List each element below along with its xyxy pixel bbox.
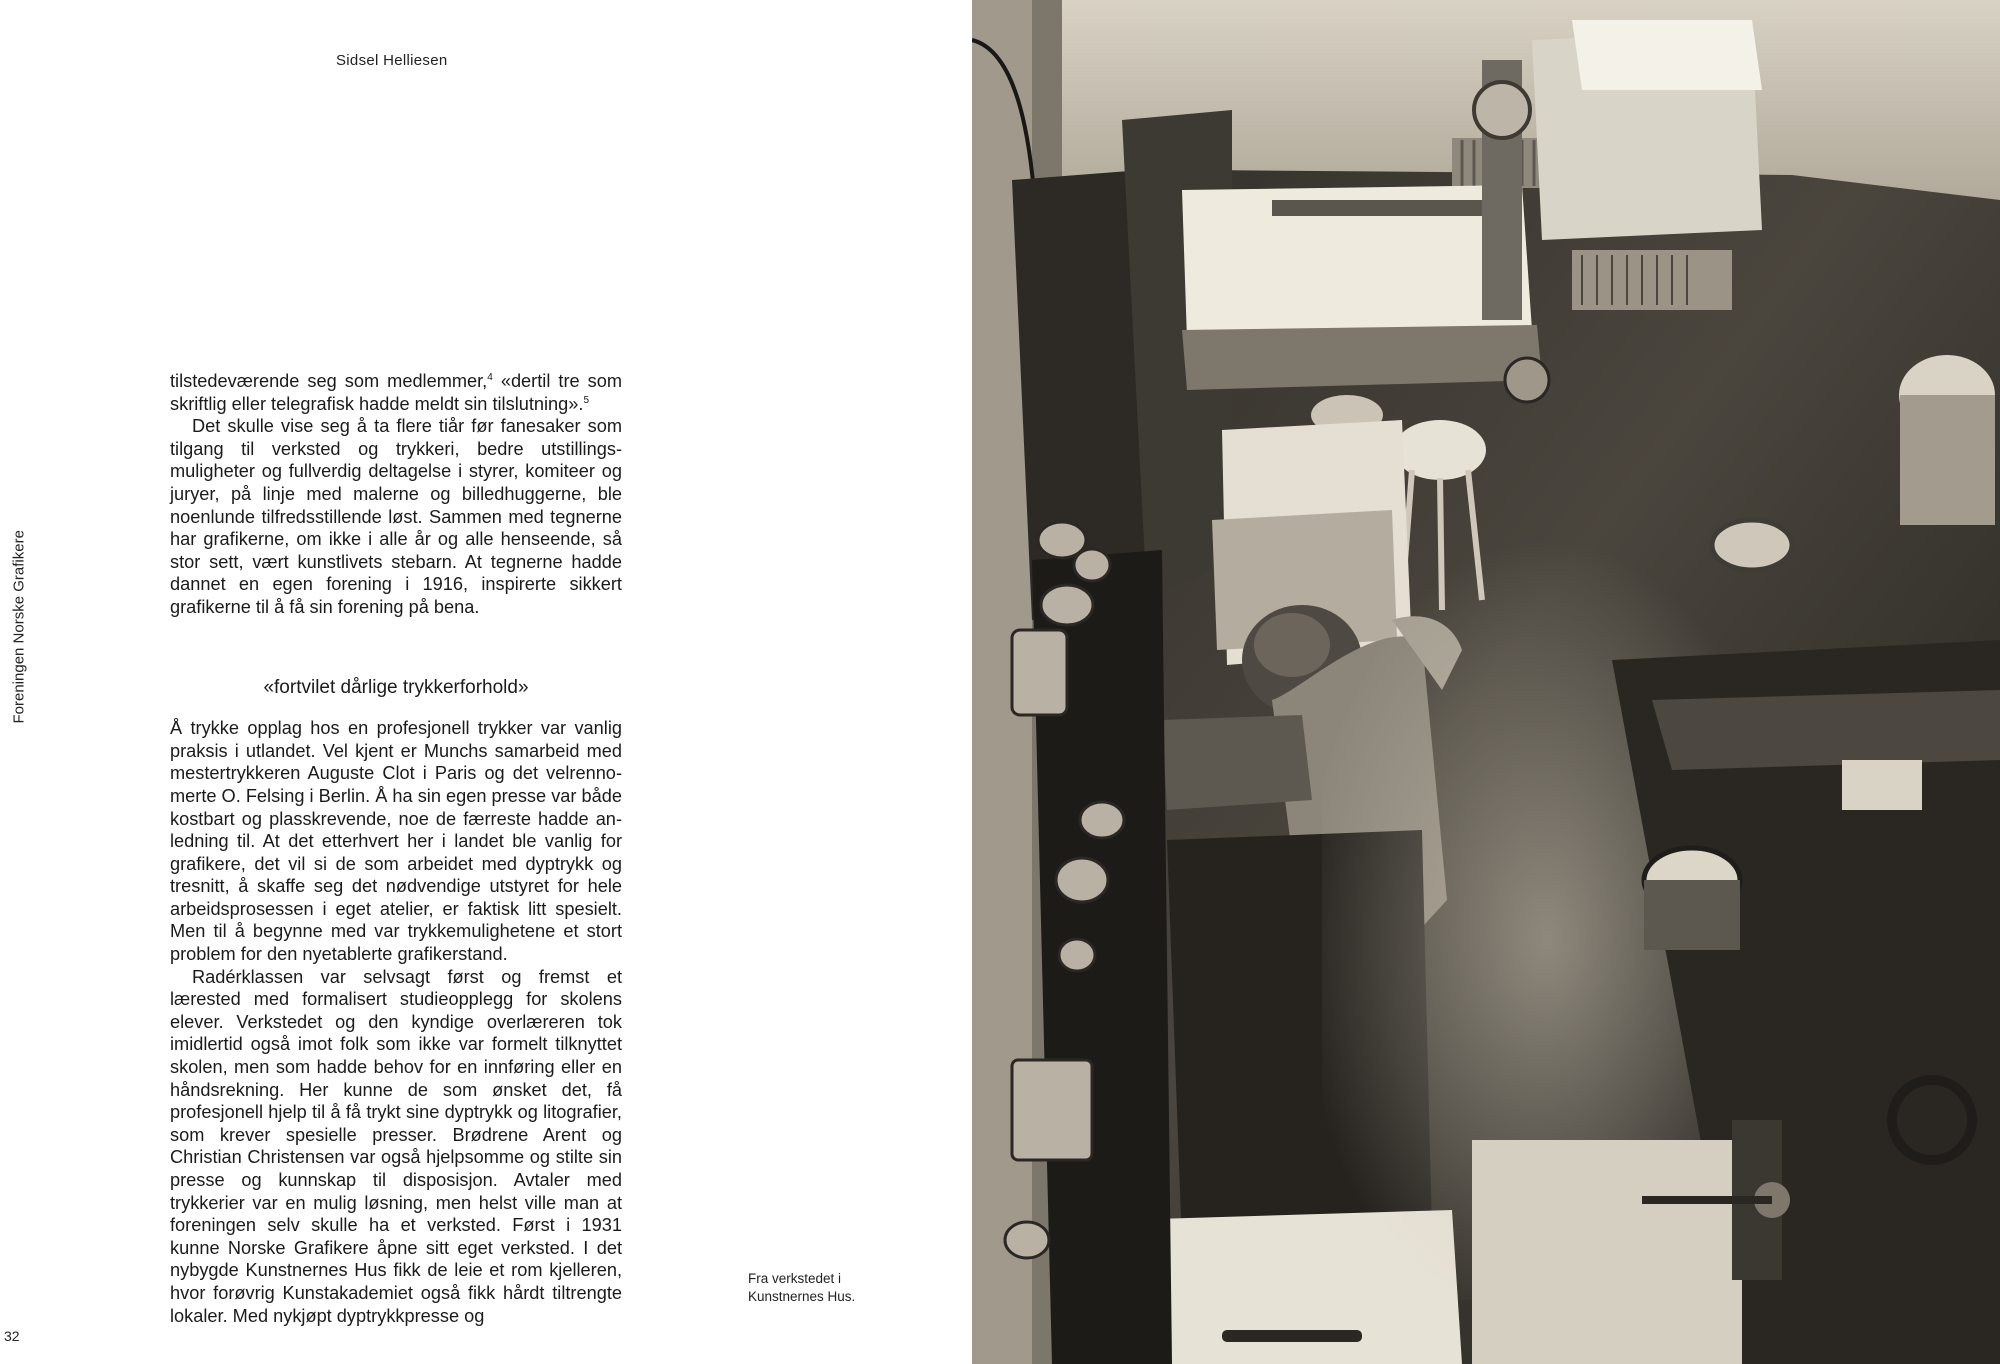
footnote-ref-4[interactable]: 4 <box>487 372 493 383</box>
left-page <box>0 0 972 1364</box>
paragraph-4: Radérklassen var selvsagt først og fremst et lærested med formalisert studieopplegg for skolens elever. Verkstedet og den kyndige overlæreren tok imidlertid også imot folk som ikke var formelt tilknyttet skolen, men som hadde behov for en innføring eller en håndsrekning. Her kunne de som ønsket det, få profesjonell hjelp til å få trykt sine dyptrykk og litografier, som krever spesielle presser. Brødrene Arent og Christian Christensen var også hjelpsomme og stilte sin presse og kunnskap til disposisjon. Avtaler med trykkerier var en mulig løsning, men helst ville man at foreningen selv skulle ha et verksted. Først i 1931 kunne Norske Grafikere åpne sitt eget verksted. I det nybygde Kunstnernes Hus fikk de leie et rom kjelleren, hvor forøvrig Kunstakademiet også fikk hårdt tiltrengte lokaler. Med nykjøpt dyptrykkpresse og <box>170 966 622 1326</box>
running-head: Sidsel Helliesen <box>336 52 448 69</box>
paragraph-3: Å trykke opplag hos en profesjonell trykker var vanlig praksis i utlandet. Vel kjent er Munchs samarbeid med mestertrykkeren Auguste Clot i Paris og det velrennomerte O. Felsing i Berlin. Å ha sin egen presse var både kostbart og plasskrevende, noe de færreste hadde anledning til. At det etterhvert her i landet ble vanlig for grafikere, det vil si de som arbeidet med dyptrykk og tresnitt, å skaffe seg det nødvendige utstyret for hele arbeidsprosessen i eget atelier, er faktisk litt spesielt. Men til å begynne med var trykkemulighetene et stort problem for den nyetablerte grafikerstand. <box>170 718 622 965</box>
page-number: 32 <box>4 1328 20 1344</box>
body-text <box>170 370 622 1327</box>
workshop-photo-illustration <box>972 0 2000 1364</box>
side-title: Foreningen Norske Grafikere <box>10 530 28 724</box>
workshop-photo <box>972 0 2000 1364</box>
footnote-ref-5[interactable]: 5 <box>583 394 590 406</box>
paragraph-2: Det skulle vise seg å ta flere tiår før fanesaker som tilgang til verksted og trykkeri, bedre utstillingsmuligheter og fullverdig deltagelse i styrer, komiteer og juryer, på linje med malerne og billedhuggerne, ble noenlunde tilfredsstillende løst. Sammen med tegnerne har grafikerne, om ikke i alle år og alle henseende, så stor sett, vært kunstlivets stebarn. At tegnerne hadde dannet en egen forening i 1916, inspirerte sikkert grafikerne til å få sin forening på bena. <box>170 416 622 617</box>
paragraph-1 <box>170 370 622 415</box>
caption-line-1: Fra verkstedet i <box>748 1271 842 1286</box>
paragraph-1-text-a: tilstedeværende seg som medlemmer, <box>170 371 488 391</box>
caption-line-2: Kunstnernes Hus. <box>748 1289 856 1304</box>
photo-caption <box>748 1270 888 1306</box>
paragraph-1-text-b: «dertil tre som skriftlig eller telegrafisk hadde meldt sin tilslutning». <box>170 371 622 414</box>
section-heading: «fortvilet dårlige trykkerforhold» <box>263 676 529 698</box>
